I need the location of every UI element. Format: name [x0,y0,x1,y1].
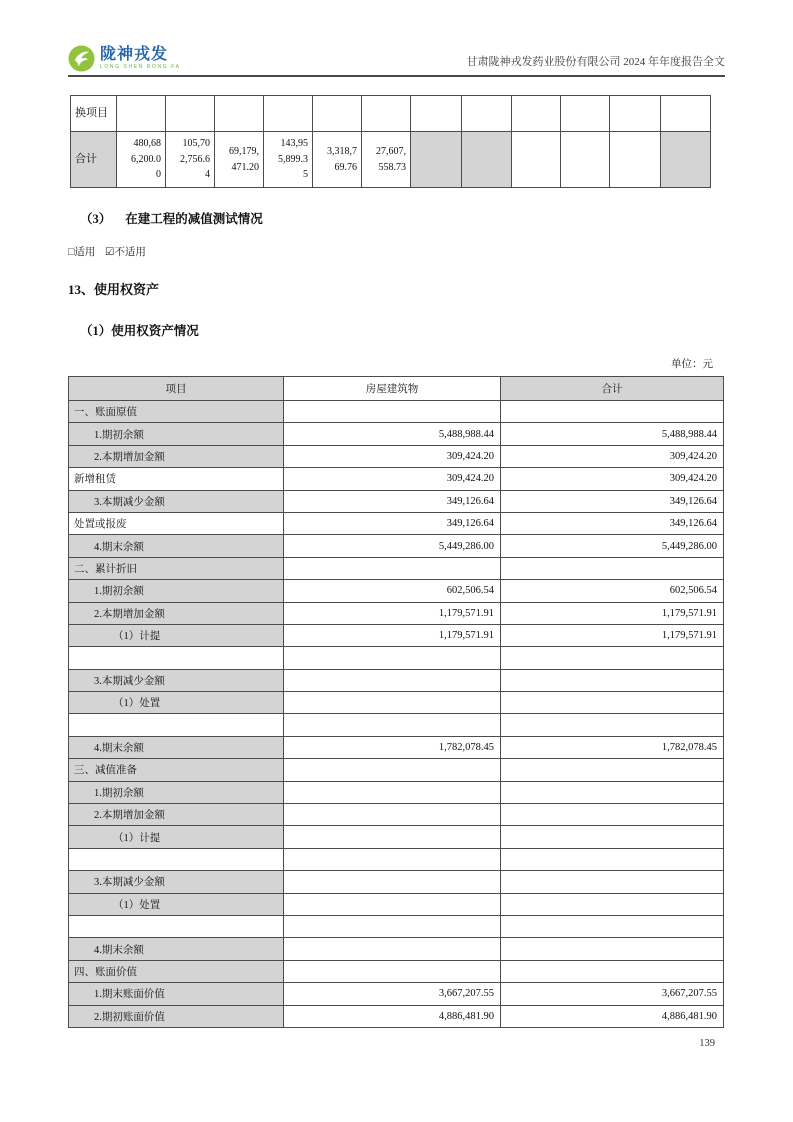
total-value: 27,607,558.73 [362,132,411,188]
table-row: 新增租赁 309,424.20 309,424.20 [69,468,724,490]
row-label: 1.期初余额 [69,781,284,803]
table-row [69,938,724,960]
row-label: 换项目 [71,96,117,132]
table-row [71,132,711,188]
row-label: 2.本期增加金额 [69,602,284,624]
table-row [69,826,724,848]
section-heading-rou-detail: （1）使用权资产情况 [80,324,199,338]
table-row: 2.本期增加金额 309,424.20 309,424.20 [69,445,724,467]
table-row [69,848,724,870]
table-row [69,871,724,893]
row-label: 2.本期增加金额 [69,804,284,826]
rou-assets-table [68,376,724,1028]
row-label: 1.期末账面价值 [69,983,284,1005]
row-label: （1）计提 [69,624,284,646]
row-label [69,714,284,736]
table-row [69,647,724,669]
row-label [69,647,284,669]
unit-label: 单位：元 [671,359,713,370]
row-label: （1）处置 [69,893,284,915]
row-label: 1.期初余额 [69,580,284,602]
row-label [69,915,284,937]
section-heading-rou-assets: 13、使用权资产 [68,282,160,297]
row-label: 处置或报废 [69,512,284,534]
applicability-line [68,244,725,259]
company-logo-icon [68,45,95,72]
table-row: 处置或报废 349,126.64 349,126.64 [69,512,724,534]
total-value: 480,686,200.00 [117,132,166,188]
row-label: 4.期末余额 [69,535,284,557]
page-header [68,0,725,77]
table-row: 3.本期减少金额 349,126.64 349,126.64 [69,490,724,512]
col-header-total: 合计 [501,377,724,401]
table-row [69,781,724,803]
row-label: （1）计提 [69,826,284,848]
row-label: 3.本期减少金额 [69,669,284,691]
table-row [69,714,724,736]
row-label: 一、账面原值 [69,401,284,423]
table-row [69,960,724,982]
table-row [69,893,724,915]
not-applicable-checkbox: ☑不适用 [104,247,146,258]
table-row: 4.期末余额 5,449,286.00 5,449,286.00 [69,535,724,557]
table-row [71,96,711,132]
table-row [69,804,724,826]
logo-text-en: LONG SHEN RONG FA [100,64,181,70]
table-row: 1.期初余额 5,488,988.44 5,488,988.44 [69,423,724,445]
row-label: 合计 [71,132,117,188]
row-label: 4.期末余额 [69,938,284,960]
row-label: （1）处置 [69,692,284,714]
carryover-table [70,95,711,188]
row-label: 2.期初账面价值 [69,1005,284,1027]
table-row [69,401,724,423]
page-number: 139 [699,1038,715,1049]
table-row: 2.期初账面价值 4,886,481.90 4,886,481.90 [69,1005,724,1027]
total-value: 105,702,756.64 [166,132,215,188]
table-row: 1.期初余额 602,506.54 602,506.54 [69,580,724,602]
report-title: 甘肃陇神戎发药业股份有限公司 2024 年年度报告全文 [466,56,725,68]
row-label: 1.期初余额 [69,423,284,445]
table-row [69,557,724,579]
table-row: （1）计提 1,179,571.91 1,179,571.91 [69,624,724,646]
table-row: 1.期末账面价值 3,667,207.55 3,667,207.55 [69,983,724,1005]
section-heading-impairment: （3） 在建工程的减值测试情况 [80,212,263,226]
table-row [69,669,724,691]
table-row [69,692,724,714]
total-value: 3,318,769.76 [313,132,362,188]
applicable-checkbox: □适用 [68,247,96,258]
col-header-item: 项目 [69,377,284,401]
table-header-row [69,377,724,401]
table-row: 2.本期增加金额 1,179,571.91 1,179,571.91 [69,602,724,624]
logo-text-cn: 陇神戎发 [100,46,169,63]
company-logo [68,45,181,72]
row-label: 2.本期增加金额 [69,445,284,467]
row-label [69,848,284,870]
total-value: 69,179,471.20 [215,132,264,188]
row-label: 新增租赁 [69,468,284,490]
table-row [69,759,724,781]
table-row [69,915,724,937]
row-label: 4.期末余额 [69,736,284,758]
row-label: 3.本期减少金额 [69,490,284,512]
row-label: 四、账面价值 [69,960,284,982]
col-header-buildings: 房屋建筑物 [284,377,501,401]
row-label: 二、累计折旧 [69,557,284,579]
table-row: 4.期末余额 1,782,078.45 1,782,078.45 [69,736,724,758]
row-label: 三、减值准备 [69,759,284,781]
row-label: 3.本期减少金额 [69,871,284,893]
total-value: 143,955,899.35 [264,132,313,188]
